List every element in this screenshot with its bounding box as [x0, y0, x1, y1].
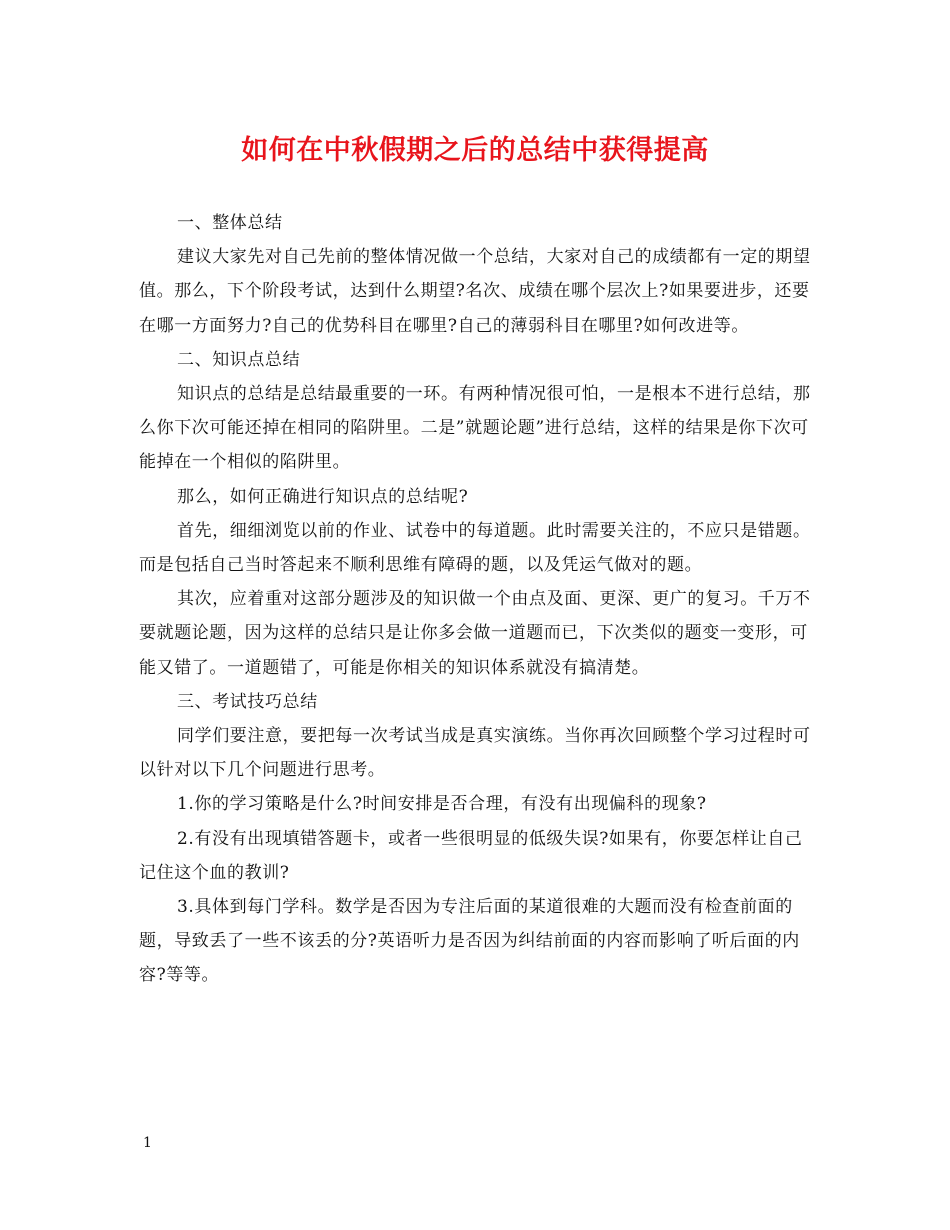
list-item: 2.有没有出现填错答题卡，或者一些很明显的低级失误?如果有，你要怎样让自己记住这个血的教训? [139, 828, 803, 883]
page-number: 1 [143, 1135, 152, 1151]
paragraph: 其次，应着重对这部分题涉及的知识做一个由点及面、更深、更广的复习。千万不要就题论题，因为这样的总结只是让你多会做一道题而已，下次类似的题变一变形，可能又错了。一道题错了，可能是你相关的知识体系就没有搞清楚。 [139, 589, 811, 678]
list-item: 3.具体到每门学科。数学是否因为专注后面的某道很难的大题而没有检查前面的题，导致丢了一些不该丢的分?英语听力是否因为纠结前面的内容而影响了听后面的内容?等等。 [139, 897, 800, 986]
paragraph: 同学们要注意，要把每一次考试当成是真实演练。当你再次回顾整个学习过程时可以针对以下几个问题进行思考。 [139, 726, 811, 781]
document-body [139, 206, 814, 993]
list-item: 1.你的学习策略是什么?时间安排是否合理，有没有出现偏科的现象? [177, 794, 707, 815]
section-heading-exam-skills: 三、考试技巧总结 [177, 691, 318, 712]
section-heading-overall: 一、整体总结 [177, 213, 283, 233]
paragraph: 知识点的总结是总结最重要的一环。有两种情况很可怕，一是根本不进行总结，那么你下次可能还掉在相同的陷阱里。二是”就题论题”进行总结，这样的结果是你下次可能掉在一个相似的陷阱里。 [139, 384, 811, 473]
section-heading-knowledge: 二、知识点总结 [177, 349, 301, 370]
paragraph: 那么，如何正确进行知识点的总结呢? [177, 486, 469, 507]
paragraph: 建议大家先对自己先前的整体情况做一个总结，大家对自己的成绩都有一定的期望值。那么，下个阶段考试，达到什么期望?名次、成绩在哪个层次上?如果要进步，还要在哪一方面努力?自己的优势科目在哪里?自己的薄弱科目在哪里?如何改进等。 [139, 247, 811, 336]
paragraph: 首先，细细浏览以前的作业、试卷中的每道题。此时需要关注的，不应只是错题。而是包括自己当时答起来不顺利思维有障碍的题，以及凭运气做对的题。 [139, 520, 811, 576]
document-title: 如何在中秋假期之后的总结中获得提高 [241, 135, 709, 166]
